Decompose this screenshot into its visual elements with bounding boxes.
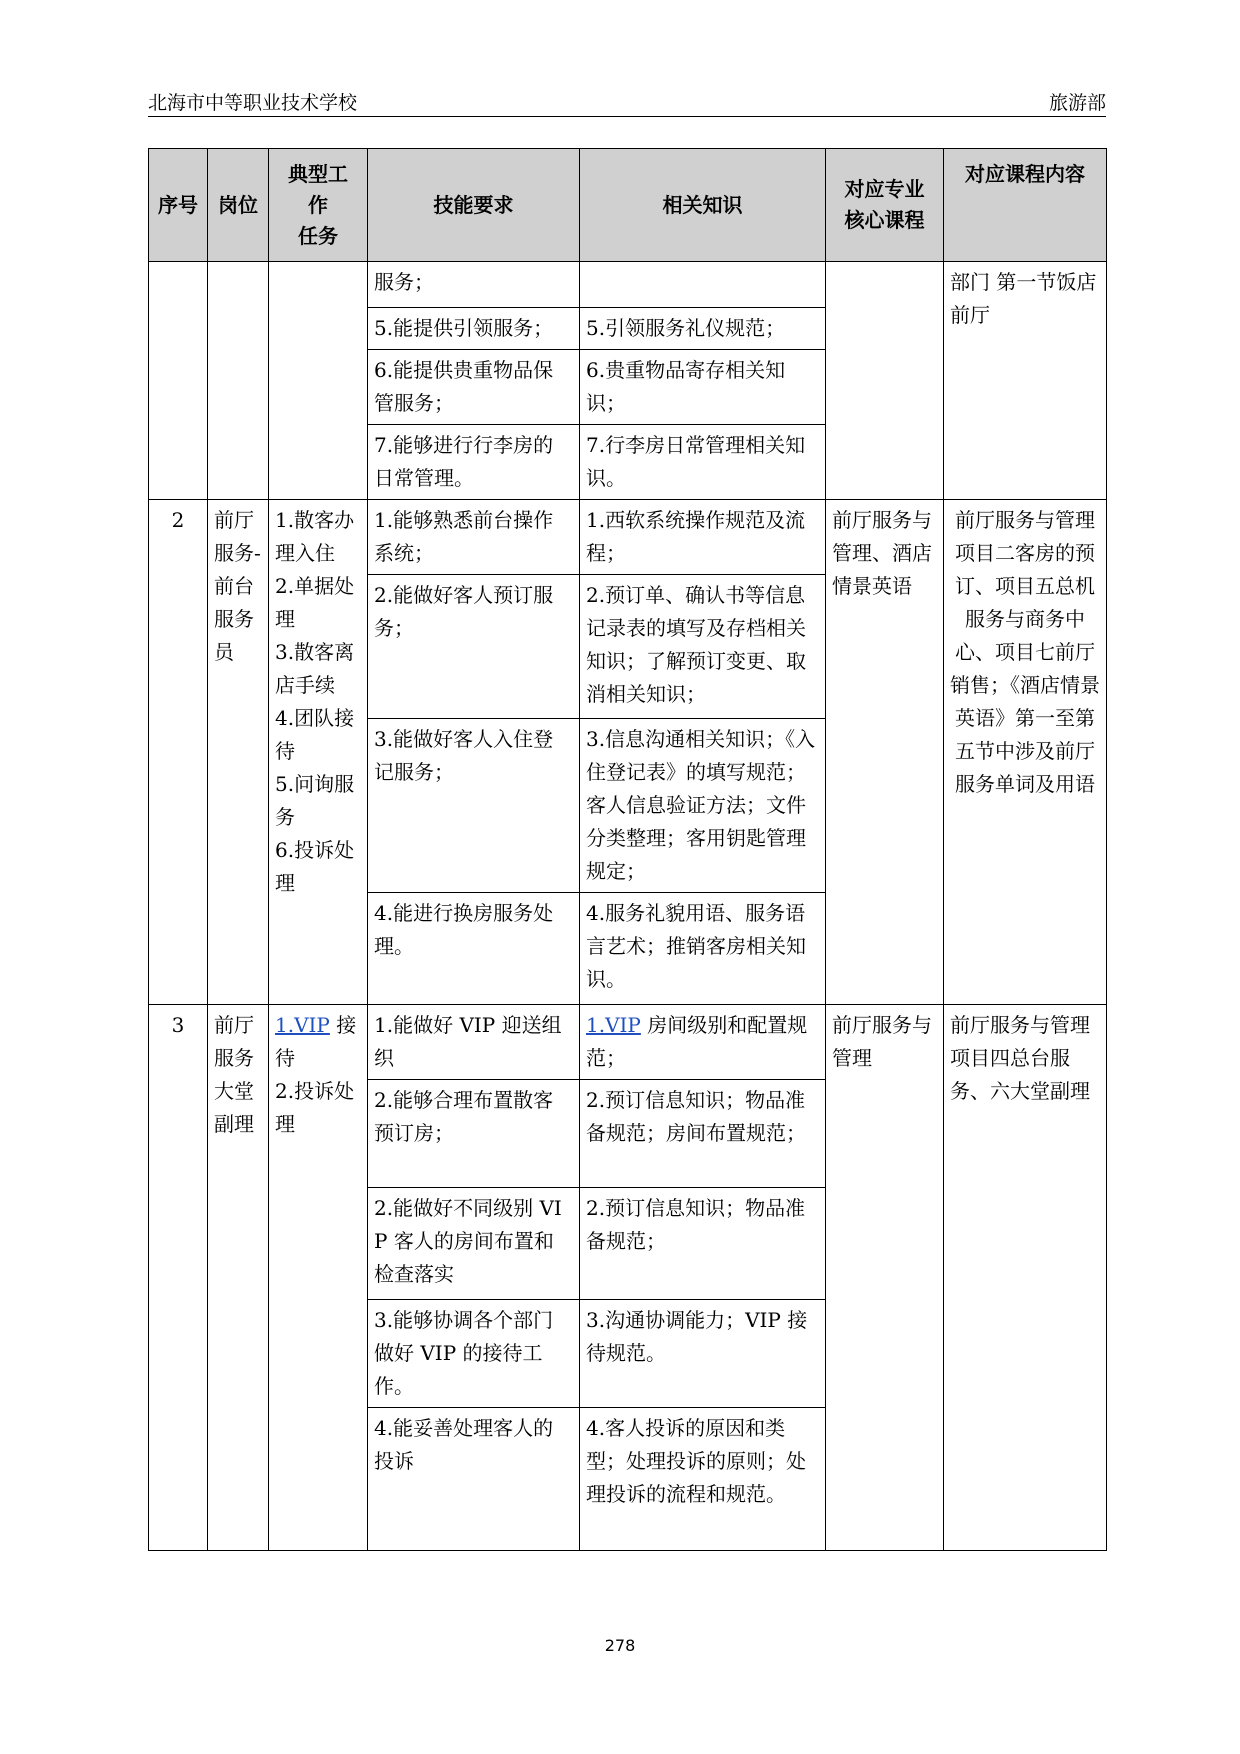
header-post: 岗位 [208, 149, 269, 262]
page-number: 278 [604, 1636, 636, 1655]
page-header [148, 84, 1106, 117]
cell-knowledge: 2.预订单、确认书等信息记录表的填写及存档相关知识；了解预订变更、取消相关知识； [580, 575, 826, 719]
cell-skill: 1.能做好 VIP 迎送组织 [368, 1005, 580, 1080]
department-name: 旅游部 [1048, 92, 1106, 114]
table-header-row [149, 149, 1107, 262]
cell-skill: 6.能提供贵重物品保管服务； [368, 350, 580, 425]
cell-skill: 1.能够熟悉前台操作系统； [368, 500, 580, 575]
curriculum-table [148, 148, 1107, 1551]
header-knowledge: 相关知识 [580, 149, 826, 262]
cell-core-course: 前厅服务与管理、酒店情景英语 [826, 500, 944, 1005]
cell-course-content: 部门 第一节饭店前厅 [944, 262, 1107, 500]
header-core-course: 对应专业 核心课程 [826, 149, 944, 262]
header-skill: 技能要求 [368, 149, 580, 262]
cell-task: 1.散客办理入住 2.单据处理 3.散客离店手续 4.团队接待 5.问询服务 6.投诉处理 [269, 500, 368, 1005]
cell-knowledge: 2.预订信息知识；物品准备规范；房间布置规范； [580, 1080, 826, 1188]
table-row [149, 1005, 1107, 1080]
cell-skill: 4.能进行换房服务处理。 [368, 893, 580, 1005]
cell-knowledge: 4.客人投诉的原因和类型；处理投诉的原则；处理投诉的流程和规范。 [580, 1408, 826, 1551]
cell-skill: 3.能够协调各个部门做好 VIP 的接待工作。 [368, 1300, 580, 1408]
vip-task-link[interactable]: 1.VIP [275, 1013, 330, 1037]
cell-no: 3 [149, 1005, 208, 1551]
cell-post [208, 262, 269, 500]
vip-knowledge-link[interactable]: 1.VIP [586, 1013, 641, 1037]
cell-skill: 2.能做好不同级别 VIP 客人的房间布置和检查落实 [368, 1188, 580, 1300]
cell-skill: 2.能做好客人预订服务； [368, 575, 580, 719]
cell-knowledge: 2.预订信息知识；物品准备规范； [580, 1188, 826, 1300]
header-no: 序号 [149, 149, 208, 262]
school-name: 北海市中等职业技术学校 [148, 92, 358, 114]
cell-knowledge: 7.行李房日常管理相关知识。 [580, 425, 826, 500]
cell-knowledge: 3.沟通协调能力；VIP 接待规范。 [580, 1300, 826, 1408]
cell-course-content: 前厅服务与管理项目四总台服务、六大堂副理 [944, 1005, 1107, 1551]
cell-task: 1.VIP 接待 2.投诉处理 [269, 1005, 368, 1551]
cell-post: 前厅服务大堂副理 [208, 1005, 269, 1551]
cell-knowledge: 4.服务礼貌用语、服务语言艺术；推销客房相关知识。 [580, 893, 826, 1005]
cell-knowledge: 1.西软系统操作规范及流程； [580, 500, 826, 575]
cell-core-course: 前厅服务与管理 [826, 1005, 944, 1551]
cell-knowledge: 6.贵重物品寄存相关知识； [580, 350, 826, 425]
cell-no [149, 262, 208, 500]
cell-knowledge [580, 262, 826, 308]
table-row [149, 500, 1107, 575]
cell-skill: 3.能做好客人入住登记服务； [368, 719, 580, 893]
cell-knowledge: 1.VIP 房间级别和配置规范； [580, 1005, 826, 1080]
header-task: 典型工 作 任务 [269, 149, 368, 262]
cell-skill: 服务； [368, 262, 580, 308]
table-row [149, 262, 1107, 308]
cell-task [269, 262, 368, 500]
cell-no: 2 [149, 500, 208, 1005]
cell-post: 前厅服务-前台服务员 [208, 500, 269, 1005]
cell-knowledge: 5.引领服务礼仪规范； [580, 308, 826, 350]
cell-skill: 2.能够合理布置散客预订房； [368, 1080, 580, 1188]
cell-skill: 7.能够进行行李房的日常管理。 [368, 425, 580, 500]
cell-skill: 4.能妥善处理客人的投诉 [368, 1408, 580, 1551]
cell-knowledge: 3.信息沟通相关知识；《入住登记表》的填写规范；客人信息验证方法；文件分类整理；客用钥匙管理规定； [580, 719, 826, 893]
header-course-content: 对应课程内容 [944, 149, 1107, 262]
cell-core-course [826, 262, 944, 500]
cell-course-content: 前厅服务与管理项目二客房的预订、项目五总机服务与商务中心、项目七前厅销售；《酒店情景英语》第一至第五节中涉及前厅服务单词及用语 [944, 500, 1107, 1005]
cell-skill: 5.能提供引领服务； [368, 308, 580, 350]
